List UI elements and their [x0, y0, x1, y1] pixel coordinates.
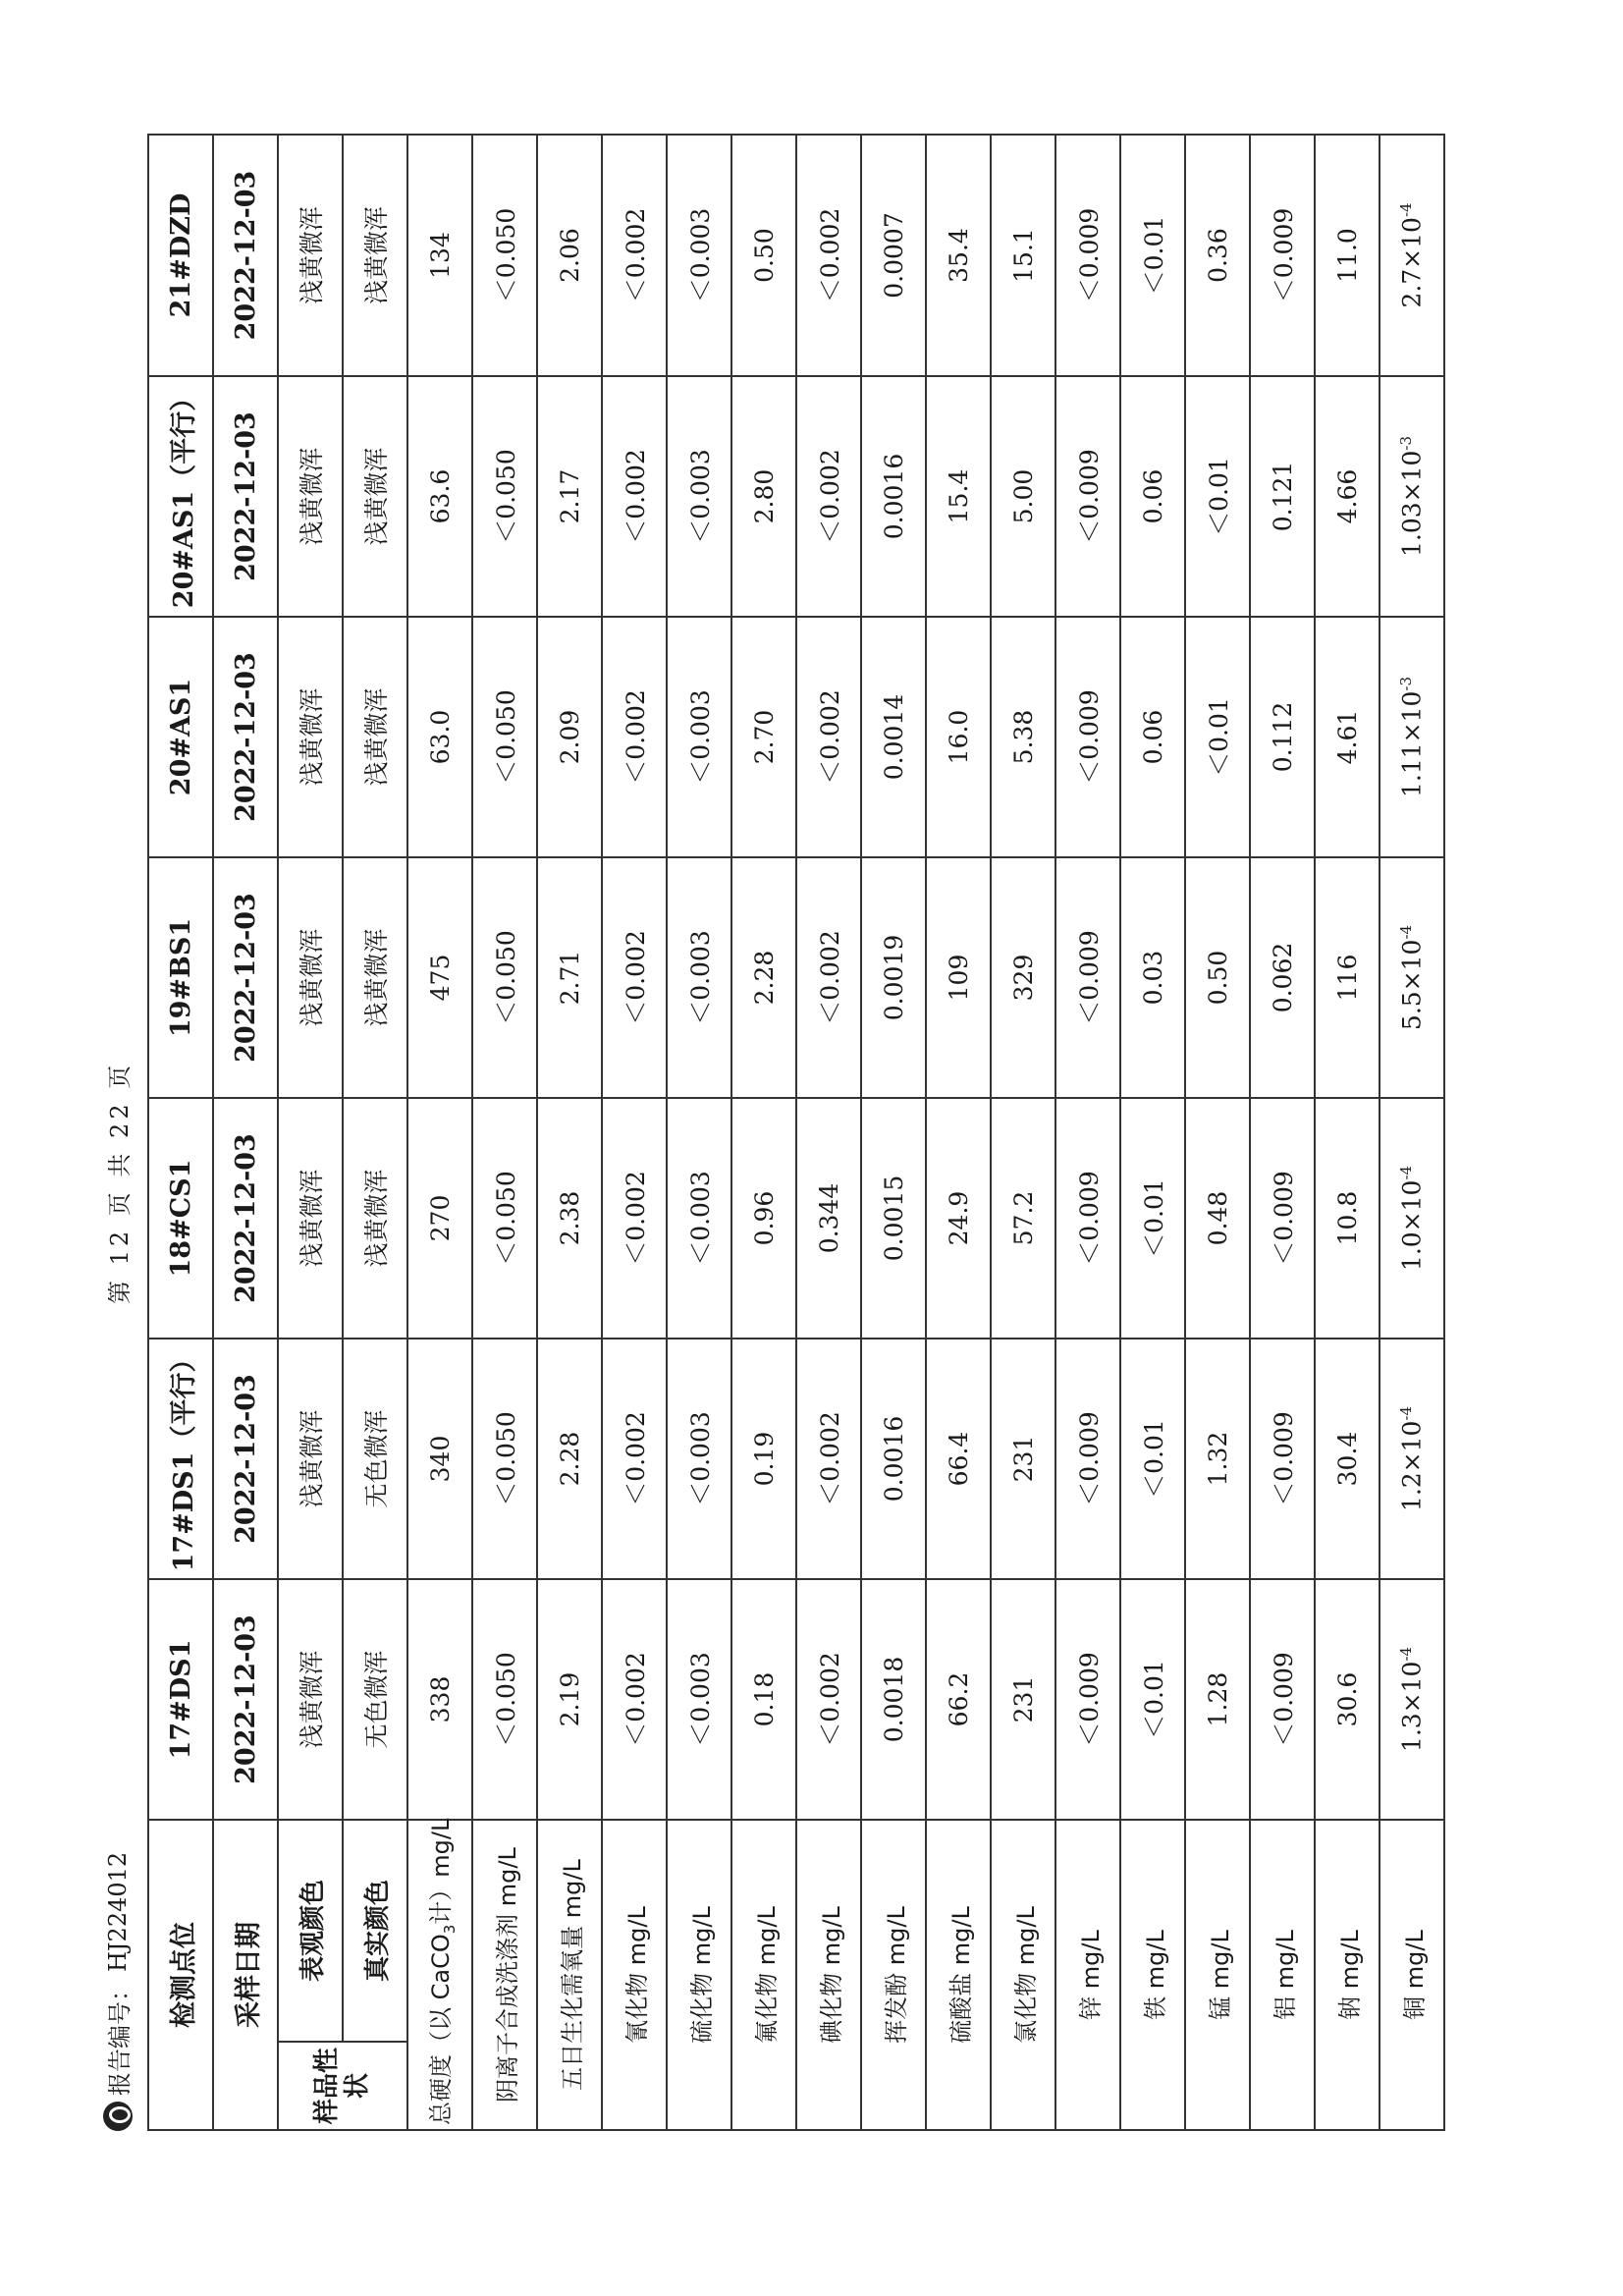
value-cell: 66.4 [926, 1339, 991, 1579]
true-color-cell: 浅黄微浑 [343, 617, 407, 857]
sample-property-header: 样品性状 [278, 2042, 407, 2130]
date-cell: 2022-12-03 [213, 1339, 278, 1579]
value-cell: ＜0.009 [1250, 1339, 1315, 1579]
apparent-color-cell: 浅黄微浑 [278, 376, 343, 617]
value-cell: ＜0.050 [472, 376, 537, 617]
value-cell: 2.28 [731, 857, 796, 1098]
parameter-name-part: 计）mg/L [427, 1818, 456, 1925]
value-cell: 0.0016 [861, 376, 926, 617]
value-cell [1380, 376, 1444, 617]
value-cell: ＜0.01 [1185, 376, 1250, 617]
value-cell: 2.80 [731, 376, 796, 617]
value-exponent: -4 [1397, 202, 1416, 218]
value-cell: ＜0.009 [1250, 135, 1315, 376]
value-cell: ＜0.002 [602, 1339, 667, 1579]
value-cell: 0.06 [1120, 617, 1185, 857]
value-cell: 15.4 [926, 376, 991, 617]
value-cell: 2.19 [537, 1579, 602, 1820]
parameter-row [667, 135, 731, 2130]
value-cell: 1.28 [1185, 1579, 1250, 1820]
site-cell: 17#DS1 [148, 1579, 213, 1820]
site-cell: 21#DZD [148, 135, 213, 376]
value-cell: ＜0.050 [472, 617, 537, 857]
date-cell: 2022-12-03 [213, 1579, 278, 1820]
value-cell: 0.062 [1250, 857, 1315, 1098]
value-cell: ＜0.002 [602, 617, 667, 857]
value-cell: 5.00 [991, 376, 1055, 617]
parameter-row [1120, 135, 1185, 2130]
parameter-row [991, 135, 1055, 2130]
value-cell: ＜0.002 [602, 1579, 667, 1820]
value-cell: ＜0.002 [796, 1339, 861, 1579]
value-cell: ＜0.002 [602, 376, 667, 617]
value-cell [1380, 135, 1444, 376]
value-cell: ＜0.003 [667, 1339, 731, 1579]
site-cell: 19#BS1 [148, 857, 213, 1098]
value-cell: 0.344 [796, 1098, 861, 1339]
parameter-name: 锰 mg/L [1185, 1820, 1250, 2130]
parameter-name: 铝 mg/L [1250, 1820, 1315, 2130]
date-header: 采样日期 [213, 1820, 278, 2130]
value-exponent: -4 [1397, 1405, 1416, 1421]
value-cell: ＜0.050 [472, 857, 537, 1098]
parameter-name: 氟化物 mg/L [731, 1820, 796, 2130]
parameter-row [1250, 135, 1315, 2130]
true-color-cell: 无色微浑 [343, 1339, 407, 1579]
value-cell: 2.70 [731, 617, 796, 857]
true-color-row [343, 135, 407, 2130]
value-cell: 134 [407, 135, 472, 376]
results-table [147, 134, 1445, 2131]
value-cell: 35.4 [926, 135, 991, 376]
value-cell: 0.0018 [861, 1579, 926, 1820]
value-mantissa: 1.3×10 [1397, 1661, 1427, 1753]
value-cell: 0.96 [731, 1098, 796, 1339]
value-cell: 30.6 [1315, 1579, 1380, 1820]
value-cell: 0.06 [1120, 376, 1185, 617]
parameter-row [407, 135, 472, 2130]
value-cell: 5.38 [991, 617, 1055, 857]
parameter-row [1380, 135, 1444, 2130]
parameter-name: 硫酸盐 mg/L [926, 1820, 991, 2130]
value-cell: 0.36 [1185, 135, 1250, 376]
value-cell: ＜0.009 [1055, 376, 1120, 617]
value-cell: 475 [407, 857, 472, 1098]
value-cell: 0.19 [731, 1339, 796, 1579]
parameter-name: 铁 mg/L [1120, 1820, 1185, 2130]
value-cell: 0.03 [1120, 857, 1185, 1098]
value-cell [1380, 617, 1444, 857]
value-cell: 16.0 [926, 617, 991, 857]
parameter-name: 铜 mg/L [1380, 1820, 1444, 2130]
value-cell: 0.18 [731, 1579, 796, 1820]
parameter-row [1315, 135, 1380, 2130]
value-cell: 2.09 [537, 617, 602, 857]
parameter-name-subscript: 3 [440, 1924, 459, 1935]
apparent-color-cell: 浅黄微浑 [278, 1098, 343, 1339]
value-cell: ＜0.050 [472, 1579, 537, 1820]
value-cell: ＜0.003 [667, 376, 731, 617]
value-cell: ＜0.01 [1120, 1098, 1185, 1339]
site-cell: 20#AS1（平行） [148, 376, 213, 617]
value-cell: ＜0.003 [667, 617, 731, 857]
report-header [100, 1852, 135, 2131]
parameter-row [537, 135, 602, 2130]
value-cell: ＜0.009 [1055, 1579, 1120, 1820]
value-cell: ＜0.002 [602, 1098, 667, 1339]
value-cell: ＜0.002 [602, 857, 667, 1098]
value-cell: ＜0.003 [667, 1098, 731, 1339]
parameter-name: 钠 mg/L [1315, 1820, 1380, 2130]
value-cell: 1.32 [1185, 1339, 1250, 1579]
parameter-row [602, 135, 667, 2130]
true-color-cell: 浅黄微浑 [343, 1098, 407, 1339]
site-cell: 20#AS1 [148, 617, 213, 857]
date-cell: 2022-12-03 [213, 857, 278, 1098]
value-cell: 0.50 [1185, 857, 1250, 1098]
value-mantissa: 2.7×10 [1397, 217, 1427, 308]
value-exponent: -3 [1397, 435, 1416, 451]
parameter-row [1055, 135, 1120, 2130]
value-cell: ＜0.003 [667, 1579, 731, 1820]
value-cell: 0.0016 [861, 1339, 926, 1579]
value-cell: 24.9 [926, 1098, 991, 1339]
value-exponent: -4 [1397, 1646, 1416, 1662]
value-cell: 30.4 [1315, 1339, 1380, 1579]
page-indicator: 第 12 页 共 22 页 [106, 1061, 134, 1304]
value-cell: 63.6 [407, 376, 472, 617]
value-mantissa: 1.03×10 [1397, 450, 1427, 558]
value-cell: 2.06 [537, 135, 602, 376]
apparent-color-cell: 浅黄微浑 [278, 857, 343, 1098]
value-cell: 10.8 [1315, 1098, 1380, 1339]
date-cell: 2022-12-03 [213, 617, 278, 857]
value-mantissa: 1.2×10 [1397, 1420, 1427, 1512]
date-cell: 2022-12-03 [213, 1098, 278, 1339]
apparent-color-row [278, 135, 343, 2130]
parameter-row [731, 135, 796, 2130]
value-cell: ＜0.009 [1250, 1098, 1315, 1339]
value-cell: 57.2 [991, 1098, 1055, 1339]
value-cell: ＜0.01 [1185, 617, 1250, 857]
value-cell: ＜0.009 [1055, 135, 1120, 376]
parameter-row [472, 135, 537, 2130]
value-cell: 338 [407, 1579, 472, 1820]
value-cell: 4.66 [1315, 376, 1380, 617]
value-cell: ＜0.01 [1120, 1579, 1185, 1820]
value-cell: 329 [991, 857, 1055, 1098]
true-color-cell: 浅黄微浑 [343, 135, 407, 376]
table-body [148, 135, 1444, 2130]
site-row [148, 135, 213, 2130]
value-cell: 11.0 [1315, 135, 1380, 376]
site-cell: 18#CS1 [148, 1098, 213, 1339]
value-cell: ＜0.002 [796, 376, 861, 617]
apparent-color-cell: 浅黄微浑 [278, 1339, 343, 1579]
company-logo-icon [103, 2102, 133, 2131]
parameter-name: 阴离子合成洗涤剂 mg/L [472, 1820, 537, 2130]
true-color-cell: 浅黄微浑 [343, 376, 407, 617]
value-cell: ＜0.01 [1120, 135, 1185, 376]
value-cell: ＜0.002 [796, 857, 861, 1098]
value-cell [1380, 1339, 1444, 1579]
true-color-header: 真实颜色 [343, 1820, 407, 2042]
value-cell: 0.50 [731, 135, 796, 376]
value-cell: ＜0.002 [796, 1579, 861, 1820]
parameter-row [1185, 135, 1250, 2130]
value-cell: 0.0007 [861, 135, 926, 376]
value-cell: ＜0.009 [1055, 617, 1120, 857]
apparent-color-cell: 浅黄微浑 [278, 617, 343, 857]
parameter-name: 五日生化需氧量 mg/L [537, 1820, 602, 2130]
site-header: 检测点位 [148, 1820, 213, 2130]
value-cell: ＜0.050 [472, 135, 537, 376]
true-color-cell: 浅黄微浑 [343, 857, 407, 1098]
value-cell: 2.38 [537, 1098, 602, 1339]
parameter-name: 硫化物 mg/L [667, 1820, 731, 2130]
apparent-color-cell: 浅黄微浑 [278, 135, 343, 376]
value-cell: 0.0019 [861, 857, 926, 1098]
parameter-name: 氯化物 mg/L [991, 1820, 1055, 2130]
value-cell: 0.0015 [861, 1098, 926, 1339]
value-cell: ＜0.002 [796, 135, 861, 376]
value-cell: 2.28 [537, 1339, 602, 1579]
value-exponent: -3 [1397, 676, 1416, 691]
parameter-name: 锌 mg/L [1055, 1820, 1120, 2130]
report-number: HJ224012 [103, 1851, 132, 1972]
parameter-name: 挥发酚 mg/L [861, 1820, 926, 2130]
parameter-name-part: 总硬度（以 CaCO [427, 1934, 456, 2125]
parameter-row [796, 135, 861, 2130]
value-cell: ＜0.003 [667, 135, 731, 376]
value-cell: ＜0.009 [1055, 857, 1120, 1098]
value-cell: 15.1 [991, 135, 1055, 376]
value-cell [1380, 1098, 1444, 1339]
value-mantissa: 1.0×10 [1397, 1179, 1427, 1272]
parameter-name: 氰化物 mg/L [602, 1820, 667, 2130]
value-cell: ＜0.002 [796, 617, 861, 857]
value-mantissa: 1.11×10 [1397, 690, 1427, 798]
apparent-color-cell: 浅黄微浑 [278, 1579, 343, 1820]
value-cell: ＜0.050 [472, 1339, 537, 1579]
parameter-name: 碘化物 mg/L [796, 1820, 861, 2130]
date-cell: 2022-12-03 [213, 135, 278, 376]
value-cell: ＜0.002 [602, 135, 667, 376]
value-cell: 2.17 [537, 376, 602, 617]
parameter-row [861, 135, 926, 2130]
value-cell: 0.48 [1185, 1098, 1250, 1339]
value-cell: 270 [407, 1098, 472, 1339]
value-cell: ＜0.009 [1055, 1098, 1120, 1339]
true-color-cell: 无色微浑 [343, 1579, 407, 1820]
apparent-color-header: 表观颜色 [278, 1820, 343, 2042]
value-cell: 0.0014 [861, 617, 926, 857]
value-cell: ＜0.009 [1250, 1579, 1315, 1820]
value-cell: 2.71 [537, 857, 602, 1098]
value-cell [1380, 1579, 1444, 1820]
date-cell: 2022-12-03 [213, 376, 278, 617]
report-number-label: 报告编号： [106, 1978, 134, 2096]
value-cell [1380, 857, 1444, 1098]
value-cell: ＜0.009 [1055, 1339, 1120, 1579]
value-exponent: -4 [1397, 924, 1416, 940]
parameter-name [407, 1820, 472, 2130]
value-cell: 116 [1315, 857, 1380, 1098]
value-cell: 109 [926, 857, 991, 1098]
value-cell: ＜0.050 [472, 1098, 537, 1339]
value-cell: 63.0 [407, 617, 472, 857]
value-cell: 231 [991, 1579, 1055, 1820]
value-cell: 231 [991, 1339, 1055, 1579]
value-cell: ＜0.01 [1120, 1339, 1185, 1579]
site-cell: 17#DS1（平行） [148, 1339, 213, 1579]
value-exponent: -4 [1397, 1165, 1416, 1180]
value-cell: 4.61 [1315, 617, 1380, 857]
date-row [213, 135, 278, 2130]
value-cell: ＜0.003 [667, 857, 731, 1098]
value-cell: 66.2 [926, 1579, 991, 1820]
parameter-row [926, 135, 991, 2130]
value-cell: 0.121 [1250, 376, 1315, 617]
value-cell: 0.112 [1250, 617, 1315, 857]
value-cell: 340 [407, 1339, 472, 1579]
value-mantissa: 5.5×10 [1397, 939, 1427, 1031]
